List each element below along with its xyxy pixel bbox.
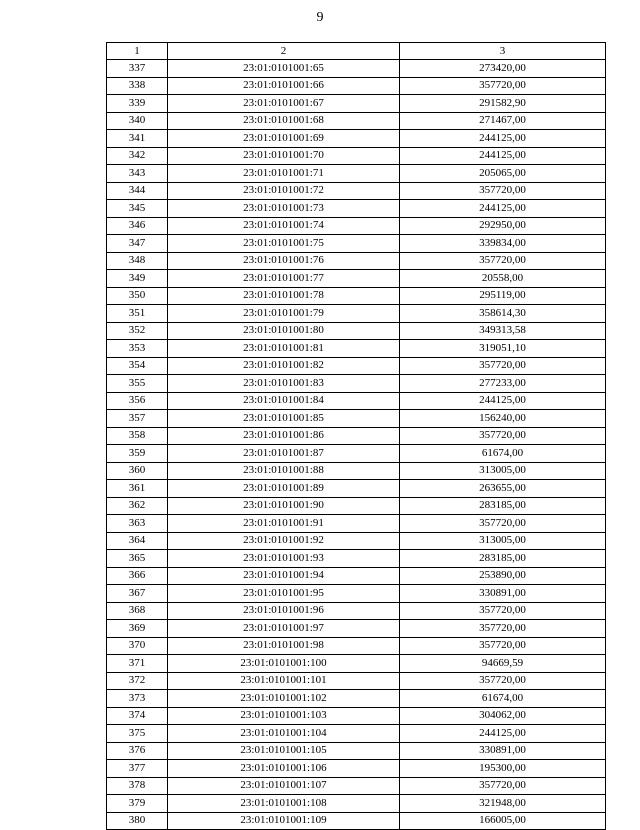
value-cell: 244125,00 [400,130,606,148]
row-number-cell: 371 [107,655,168,673]
cadastral-number-cell: 23:01:0101001:74 [168,217,400,235]
row-number-cell: 351 [107,305,168,323]
value-cell: 357720,00 [400,427,606,445]
value-cell: 205065,00 [400,165,606,183]
row-number-cell: 373 [107,690,168,708]
value-cell: 313005,00 [400,462,606,480]
row-number-cell: 340 [107,112,168,130]
cadastral-number-cell: 23:01:0101001:100 [168,655,400,673]
column-header-cadastral-number: 2 [168,43,400,60]
value-cell: 283185,00 [400,550,606,568]
row-number-cell: 352 [107,322,168,340]
cadastral-number-cell: 23:01:0101001:70 [168,147,400,165]
table-row [107,742,606,760]
cadastral-number-cell: 23:01:0101001:87 [168,445,400,463]
table-row [107,77,606,95]
row-number-cell: 370 [107,637,168,655]
row-number-cell: 359 [107,445,168,463]
value-cell: 166005,00 [400,812,606,830]
cadastral-number-cell: 23:01:0101001:78 [168,287,400,305]
row-number-cell: 362 [107,497,168,515]
table-row [107,550,606,568]
cadastral-number-cell: 23:01:0101001:104 [168,725,400,743]
row-number-cell: 368 [107,602,168,620]
row-number-cell: 356 [107,392,168,410]
value-cell: 358614,30 [400,305,606,323]
table-row [107,620,606,638]
value-cell: 20558,00 [400,270,606,288]
table-row [107,462,606,480]
value-cell: 263655,00 [400,480,606,498]
cadastral-number-cell: 23:01:0101001:75 [168,235,400,253]
value-cell: 330891,00 [400,585,606,603]
row-number-cell: 366 [107,567,168,585]
cadastral-number-cell: 23:01:0101001:98 [168,637,400,655]
table-row [107,585,606,603]
cadastral-number-cell: 23:01:0101001:101 [168,672,400,690]
cadastral-number-cell: 23:01:0101001:66 [168,77,400,95]
table-row [107,112,606,130]
row-number-cell: 342 [107,147,168,165]
value-cell: 244125,00 [400,392,606,410]
table-row [107,725,606,743]
table-row [107,812,606,830]
row-number-cell: 377 [107,760,168,778]
row-number-cell: 364 [107,532,168,550]
table-row [107,270,606,288]
cadastral-number-cell: 23:01:0101001:81 [168,340,400,358]
row-number-cell: 346 [107,217,168,235]
value-cell: 357720,00 [400,602,606,620]
table-row [107,515,606,533]
value-cell: 295119,00 [400,287,606,305]
value-cell: 244125,00 [400,200,606,218]
cadastral-number-cell: 23:01:0101001:73 [168,200,400,218]
row-number-cell: 363 [107,515,168,533]
value-cell: 357720,00 [400,637,606,655]
table-row [107,707,606,725]
table-row [107,340,606,358]
table-row [107,777,606,795]
cadastral-number-cell: 23:01:0101001:109 [168,812,400,830]
cadastral-number-cell: 23:01:0101001:85 [168,410,400,428]
cadastral-number-cell: 23:01:0101001:90 [168,497,400,515]
row-number-cell: 358 [107,427,168,445]
value-cell: 321948,00 [400,795,606,813]
value-cell: 357720,00 [400,515,606,533]
cadastral-number-cell: 23:01:0101001:102 [168,690,400,708]
value-cell: 253890,00 [400,567,606,585]
row-number-cell: 355 [107,375,168,393]
cadastral-number-cell: 23:01:0101001:82 [168,357,400,375]
table-row [107,217,606,235]
row-number-cell: 337 [107,60,168,78]
table-row [107,287,606,305]
cadastral-number-cell: 23:01:0101001:95 [168,585,400,603]
column-header-value: 3 [400,43,606,60]
value-cell: 357720,00 [400,252,606,270]
cadastral-number-cell: 23:01:0101001:92 [168,532,400,550]
value-cell: 273420,00 [400,60,606,78]
cadastral-number-cell: 23:01:0101001:93 [168,550,400,568]
row-number-cell: 345 [107,200,168,218]
cadastral-number-cell: 23:01:0101001:108 [168,795,400,813]
table-row [107,392,606,410]
row-number-cell: 374 [107,707,168,725]
table-row [107,60,606,78]
value-cell: 195300,00 [400,760,606,778]
table-row [107,480,606,498]
value-cell: 357720,00 [400,357,606,375]
value-cell: 357720,00 [400,672,606,690]
row-number-cell: 350 [107,287,168,305]
row-number-cell: 357 [107,410,168,428]
row-number-cell: 367 [107,585,168,603]
cadastral-number-cell: 23:01:0101001:84 [168,392,400,410]
row-number-cell: 372 [107,672,168,690]
cadastral-number-cell: 23:01:0101001:77 [168,270,400,288]
table-row [107,690,606,708]
table-row [107,532,606,550]
cadastral-number-cell: 23:01:0101001:107 [168,777,400,795]
table-row [107,602,606,620]
cadastral-number-cell: 23:01:0101001:69 [168,130,400,148]
row-number-cell: 376 [107,742,168,760]
row-number-cell: 378 [107,777,168,795]
table-row [107,165,606,183]
row-number-cell: 375 [107,725,168,743]
value-cell: 94669,59 [400,655,606,673]
cadastral-number-cell: 23:01:0101001:106 [168,760,400,778]
table-row [107,130,606,148]
value-cell: 313005,00 [400,532,606,550]
value-cell: 357720,00 [400,620,606,638]
row-number-cell: 380 [107,812,168,830]
table-row [107,445,606,463]
value-cell: 339834,00 [400,235,606,253]
table-row [107,637,606,655]
table-row [107,252,606,270]
cadastral-number-cell: 23:01:0101001:96 [168,602,400,620]
table-row [107,655,606,673]
value-cell: 330891,00 [400,742,606,760]
table-row [107,497,606,515]
table-row [107,235,606,253]
cadastral-number-cell: 23:01:0101001:105 [168,742,400,760]
cadastral-number-cell: 23:01:0101001:89 [168,480,400,498]
row-number-cell: 341 [107,130,168,148]
row-number-cell: 360 [107,462,168,480]
row-number-cell: 379 [107,795,168,813]
value-cell: 291582,90 [400,95,606,113]
row-number-cell: 361 [107,480,168,498]
cadastral-number-cell: 23:01:0101001:94 [168,567,400,585]
row-number-cell: 348 [107,252,168,270]
cadastral-number-cell: 23:01:0101001:88 [168,462,400,480]
page-number: 9 [316,10,324,25]
table-row [107,427,606,445]
row-number-cell: 369 [107,620,168,638]
table-header-row [107,43,606,60]
table-row [107,760,606,778]
row-number-cell: 347 [107,235,168,253]
row-number-cell: 354 [107,357,168,375]
cadastral-number-cell: 23:01:0101001:79 [168,305,400,323]
cadastral-number-cell: 23:01:0101001:91 [168,515,400,533]
cadastral-number-cell: 23:01:0101001:86 [168,427,400,445]
value-cell: 357720,00 [400,182,606,200]
value-cell: 61674,00 [400,690,606,708]
value-cell: 319051,10 [400,340,606,358]
cadastral-number-cell: 23:01:0101001:68 [168,112,400,130]
value-cell: 304062,00 [400,707,606,725]
cadastral-number-cell: 23:01:0101001:80 [168,322,400,340]
row-number-cell: 339 [107,95,168,113]
value-cell: 244125,00 [400,147,606,165]
table-row [107,567,606,585]
row-number-cell: 353 [107,340,168,358]
cadastral-number-cell: 23:01:0101001:65 [168,60,400,78]
value-cell: 357720,00 [400,777,606,795]
value-cell: 283185,00 [400,497,606,515]
value-cell: 349313,58 [400,322,606,340]
cadastral-number-cell: 23:01:0101001:67 [168,95,400,113]
row-number-cell: 349 [107,270,168,288]
table-row [107,322,606,340]
table-row [107,182,606,200]
table-row [107,672,606,690]
table-row [107,410,606,428]
value-cell: 357720,00 [400,77,606,95]
value-cell: 277233,00 [400,375,606,393]
cadastral-number-cell: 23:01:0101001:71 [168,165,400,183]
table-row [107,375,606,393]
table-row [107,357,606,375]
cadastral-number-cell: 23:01:0101001:83 [168,375,400,393]
cadastral-number-cell: 23:01:0101001:103 [168,707,400,725]
cadastral-number-cell: 23:01:0101001:72 [168,182,400,200]
row-number-cell: 338 [107,77,168,95]
table-body [107,60,606,830]
cadastral-value-table [106,42,606,830]
row-number-cell: 365 [107,550,168,568]
row-number-cell: 344 [107,182,168,200]
table-row [107,147,606,165]
table-row [107,795,606,813]
cadastral-number-cell: 23:01:0101001:76 [168,252,400,270]
value-cell: 271467,00 [400,112,606,130]
cadastral-number-cell: 23:01:0101001:97 [168,620,400,638]
value-cell: 244125,00 [400,725,606,743]
value-cell: 61674,00 [400,445,606,463]
table-row [107,95,606,113]
table-row [107,200,606,218]
value-cell: 292950,00 [400,217,606,235]
row-number-cell: 343 [107,165,168,183]
column-header-number: 1 [107,43,168,60]
table-row [107,305,606,323]
value-cell: 156240,00 [400,410,606,428]
